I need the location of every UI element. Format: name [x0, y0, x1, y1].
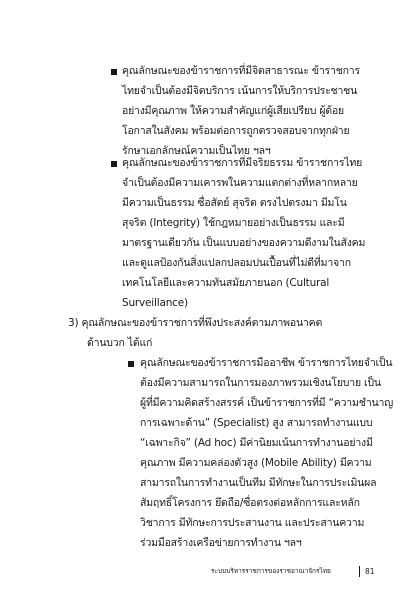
- bullet-icon: [128, 361, 134, 367]
- body-line: และดูแลป้องกันสิ่งแปลกปลอมปนเปื้อนที่ไม่ดีที่มาจาก: [122, 257, 351, 269]
- footer-title: ระบบบริหารราชการของราชอาณาจักรไทย: [211, 567, 331, 575]
- bullet-icon: [111, 69, 117, 75]
- body-line: อย่างมีคุณภาพ ให้ความสำคัญแก่ผู้เสียเปรียบ ผู้ด้อย: [122, 105, 345, 117]
- body-line: โอกาสในสังคม พร้อมต่อการถูกตรวจสอบจากทุกฝ่าย: [122, 125, 350, 137]
- body-line: คุณลักษณะของข้าราชการมืออาชีพ ข้าราชการไทยจำเป็น: [140, 357, 393, 369]
- body-line: เทคโนโลยีและความทันสมัยภายนอก (Cultural: [122, 277, 330, 289]
- page-number: 81: [365, 567, 375, 576]
- body-line: “เฉพาะกิจ” (Ad hoc) มีค่านิยมเน้นการทำงานอย่างมี: [140, 437, 373, 449]
- section-heading-line: ด้านบวก ได้แก่: [87, 337, 153, 349]
- body-line: Surveillance): [122, 297, 188, 309]
- body-line: คุณลักษณะของข้าราชการที่มีจิตสาธารณะ ข้าราชการ: [122, 65, 360, 77]
- body-line: รักษาเอกลักษณ์ความเป็นไทย ฯลฯ: [122, 145, 271, 157]
- body-line: วิชาการ มีทักษะการประสานงาน และประสานความ: [140, 517, 365, 529]
- bullet-icon: [111, 161, 117, 167]
- body-line: คุณลักษณะของข้าราชการที่มีจริยธรรม ข้าราชการไทย: [122, 157, 363, 169]
- body-line: สุจริต (Integrity) ใช้กฎหมายอย่างเป็นธรรม และมี: [122, 217, 345, 229]
- body-line: ร่วมมือสร้างเครือข่ายการทำงาน ฯลฯ: [140, 537, 302, 549]
- body-line: มาตรฐานเดียวกัน เป็นแบบอย่างของความดีงามในสังคม: [122, 237, 366, 249]
- body-line: สามารถในการทำงานเป็นทีม มีทักษะในการประเมินผล: [140, 477, 377, 489]
- section-heading-line: 3) คุณลักษณะของข้าราชการที่พึงประสงค์ตามภาพอนาคต: [68, 317, 323, 329]
- footer-divider: [359, 566, 360, 577]
- body-line: คุณภาพ มีความคล่องตัวสูง (Mobile Ability) มีความ: [140, 457, 372, 469]
- body-line: การเฉพาะด้าน” (Specialist) สูง สามารถทำงานแบบ: [140, 417, 373, 429]
- body-line: จำเป็นต้องมีความเคารพในความแตกต่างที่หลากหลาย: [122, 177, 358, 189]
- body-line: ผู้ที่มีความคิดสร้างสรรค์ เป็นข้าราชการที่มี “ความชำนาญ: [140, 397, 393, 409]
- body-line: มีความเป็นธรรม ซื่อสัตย์ สุจริต ตรงไปตรงมา มีมโน: [122, 197, 347, 209]
- body-line: สัมฤทธิ์โครงการ ยึดถือ/ซื่อตรงต่อหลักการและหลัก: [140, 497, 360, 509]
- page-footer: [211, 565, 381, 578]
- body-line: ไทยจำเป็นต้องมีจิตบริการ เน้นการให้บริการประชาชน: [122, 85, 358, 97]
- body-line: ต้องมีความสามารถในการมองภาพรวมเชิงนโยบาย เป็น: [140, 377, 381, 389]
